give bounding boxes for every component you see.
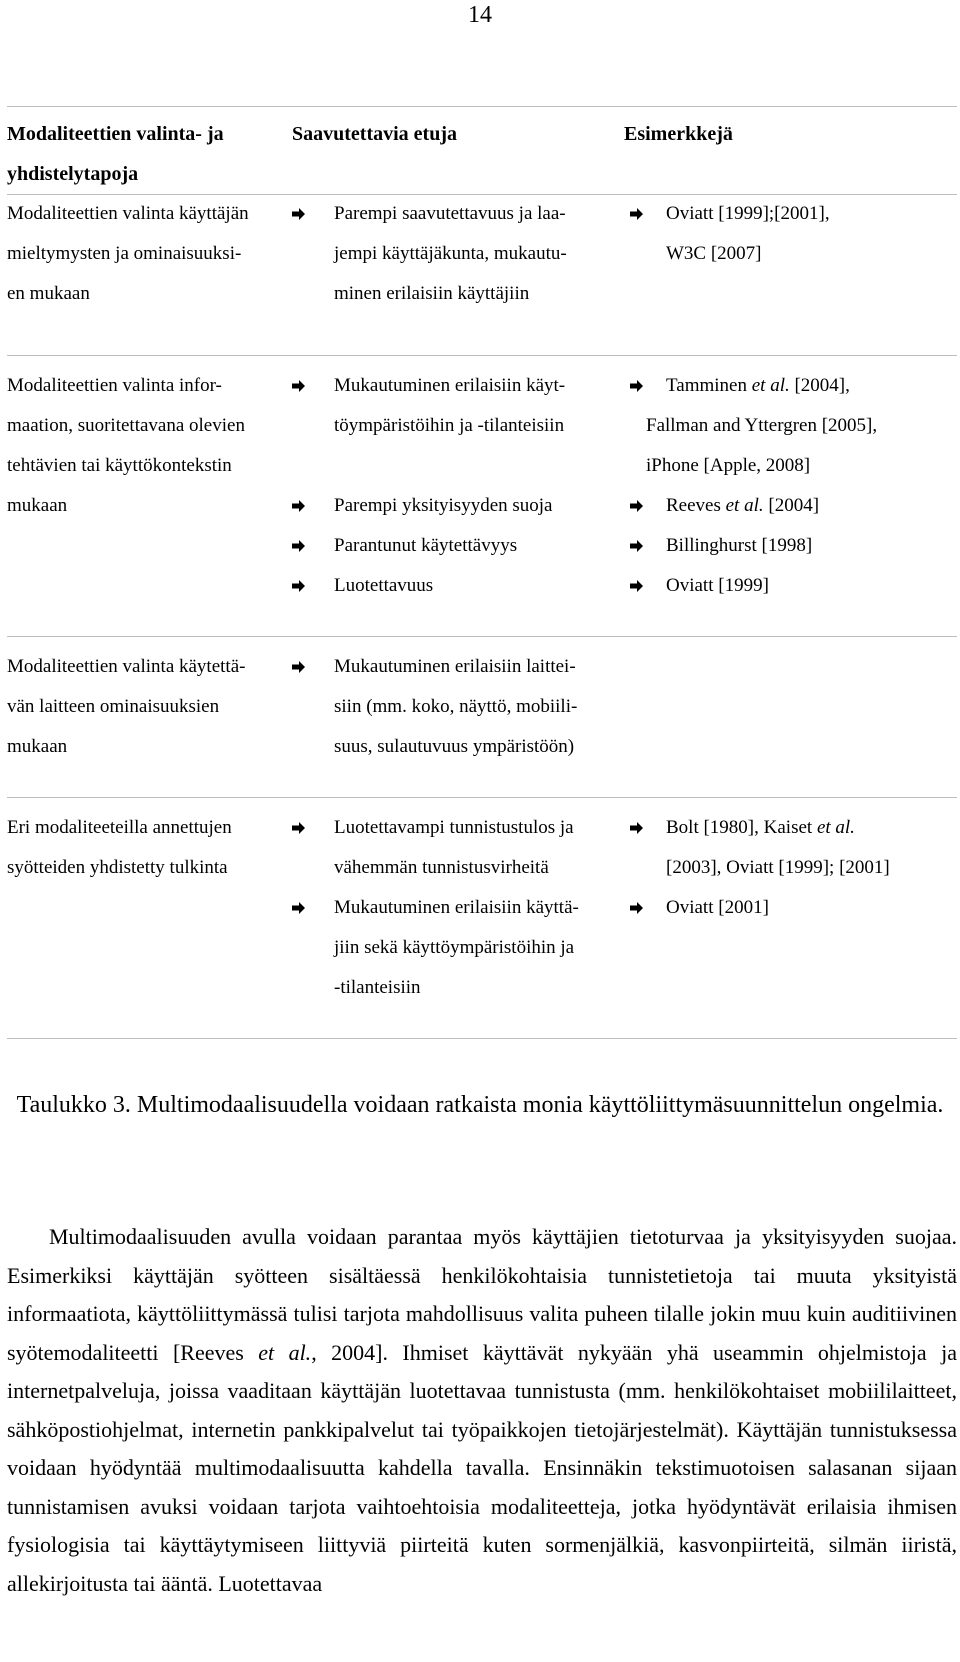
row2-benefit-line: Parantunut käytettävyys [334,535,518,556]
arrow-right-icon [628,366,648,406]
arrow-right-icon [290,194,310,234]
row3-benefit [334,647,577,767]
table-top-rule [7,106,957,107]
body-text [7,1218,957,1603]
row2-benefit-line: Parempi yksityisyyden suoja [334,495,553,516]
header-methods-line-1: Modaliteettien valinta- ja [7,123,224,145]
arrow-right-icon [290,366,310,406]
row4-method-line: Eri modaliteeteilla annettujen [7,817,232,838]
row2-method-line: mukaan [7,495,68,516]
header-examples: Esimerkkejä [624,123,733,145]
arrow-right-icon [290,486,310,526]
row1-benefit-line: jempi käyttäjäkunta, mukautu- [334,243,567,264]
table-caption: Taulukko 3. Multimodaalisuudella voidaan ratkaista monia käyttöliittymäsuunnittelun ongelmia. [16,1092,944,1118]
table-bottom-rule [7,1038,957,1039]
row4-method-line: syötteiden yhdistetty tulkinta [7,857,228,878]
arrow-right-icon [628,808,648,848]
row4-benefit-line: Mukautuminen erilaisiin käyttä- [334,897,579,918]
row1-example-line: W3C [2007] [666,243,762,264]
row4-method [7,808,232,888]
row4-example-line: Oviatt [2001] [666,897,769,918]
row1-benefit-line: Parempi saavutettavuus ja laa- [334,203,566,224]
row1-method-line: en mukaan [7,283,90,304]
row2-benefit-line: Mukautuminen erilaisiin käyt- [334,375,566,396]
paragraph: Multimodaalisuuden avulla voidaan parantaa myös käyttäjien tietoturvaa ja yksityisyyden suojaa. Esimerkiksi käyttäjän syötteen sisältäessä henkilökohtaisia tunnistetietoja tai muuta yksityistä informaatiota, käyttöliittymässä tulisi tarjota mahdollisuus valita puheen tilalle jokin muu kuin auditiivinen syötemodaliteetti [Reeves et al., 2004]. Ihmiset käyttävät nykyään yhä useammin ohjelmistoja ja internetpalveluja, joissa vaaditaan käyttäjän luotettavaa tunnistusta (mm. henkilökohtaiset mobiililaitteet, sähköpostiohjelmat, internetin pankkipalvelut tai työpaikkojen tietojärjestelmät). Käyttäjän tunnistuksessa voidaan hyödyntää multimodaalisuutta kahdella tavalla. Ensinnäkin tekstimuotoisen salasanan sijaan tunnistamisen avuksi voidaan tarjota vaihtoehtoisia modaliteetteja, jotka hyödyntävät erilaisia ihmisen fysiologisia tai käyttäytymiseen liittyviä piirteitä kuten sormenjälkiä, kasvonpiirteitä, silmän iiristä, allekirjoitusta tai ääntä. Luotettavaa [7,1224,957,1596]
header-methods-line-2: yhdistelytapoja [7,163,139,185]
row3-benefit-line: suus, sulautuvuus ympäristöön) [334,736,575,757]
row-rule [7,797,957,798]
row1-method [7,194,249,314]
row4-examples [666,808,890,928]
row-rule [7,355,957,356]
row2-benefit-line: töympäristöihin ja -tilanteisiin [334,415,565,436]
row3-method-line: vän laitteen ominaisuuksien [7,696,220,717]
row4-benefit-line: jiin sekä käyttöympäristöihin ja [334,937,575,958]
row2-example-line: iPhone [Apple, 2008] [646,455,811,476]
arrow-right-icon [290,888,310,928]
arrow-right-icon [290,808,310,848]
arrow-right-icon [628,526,648,566]
row1-example-line: Oviatt [1999];[2001], [666,203,830,224]
arrow-right-icon [290,566,310,606]
row1-method-line: Modaliteettien valinta käyttäjän [7,203,249,224]
arrow-right-icon [628,566,648,606]
row3-method-line: mukaan [7,736,68,757]
arrow-right-icon [628,486,648,526]
row3-benefit-line: siin (mm. koko, näyttö, mobiili- [334,696,578,717]
row1-method-line: mieltymysten ja ominaisuuksi- [7,243,242,264]
row2-example-line: Reeves et al. [2004] [666,495,820,516]
row2-method-line: Modaliteettien valinta infor- [7,375,222,396]
header-benefits: Saavutettavia etuja [292,123,457,145]
row2-benefits [334,366,565,606]
row4-benefits [334,808,579,1008]
row2-example-line: Fallman and Yttergren [2005], [646,415,878,436]
row2-example-line: Billinghurst [1998] [666,535,813,556]
row2-method [7,366,245,526]
arrow-right-icon [628,888,648,928]
row1-benefit-line: minen erilaisiin käyttäjiin [334,283,530,304]
arrow-right-icon [290,647,310,687]
page-number: 14 [468,2,492,28]
row4-example-line: [2003], Oviatt [1999]; [2001] [666,857,890,878]
row4-benefit-line: -tilanteisiin [334,977,421,998]
row2-examples [646,366,878,606]
row1-benefit [334,194,567,314]
row2-method-line: tehtävien tai käyttökontekstin [7,455,232,476]
row1-example [666,194,830,274]
row3-method-line: Modaliteettien valinta käytettä- [7,656,246,677]
row4-benefit-line: Luotettavampi tunnistustulos ja [334,817,574,838]
row3-method [7,647,245,767]
row4-example-line: Bolt [1980], Kaiset et al. [666,817,855,838]
arrow-right-icon [290,526,310,566]
row2-method-line: maation, suoritettavana olevien [7,415,245,436]
row2-example-line: Oviatt [1999] [666,575,769,596]
row2-example-line: Tamminen et al. [2004], [666,375,850,396]
row4-benefit-line: vähemmän tunnistusvirheitä [334,857,549,878]
row2-benefit-spacer [334,446,565,486]
arrow-right-icon [628,194,648,234]
row3-benefit-line: Mukautuminen erilaisiin laittei- [334,656,576,677]
header-methods [7,114,224,194]
row2-benefit-line: Luotettavuus [334,575,434,596]
row-rule [7,636,957,637]
